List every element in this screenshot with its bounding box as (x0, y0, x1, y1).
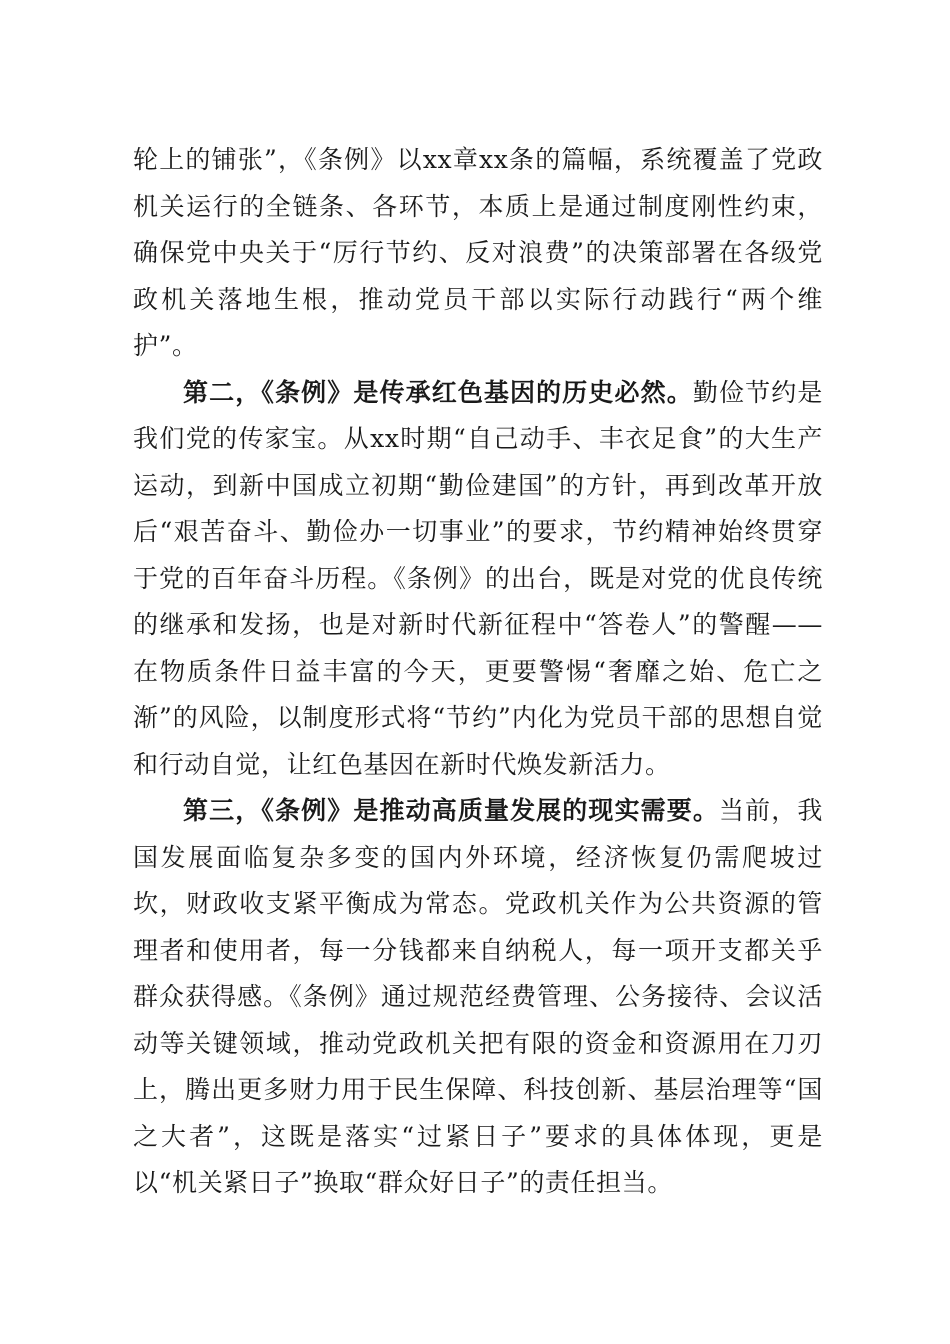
body-text (133, 137, 823, 1207)
paragraph-text: 当前，我国发展面临复杂多变的国内外环境，经济恢复仍需爬坡过坎，财政收支紧平衡成为常态。党政机关作为公共资源的管理者和使用者，每一分钱都来自纳税人，每一项开支都关乎群众获得感。《条例》通过规范经费管理、公务接待、会议活动等关键领域，推动党政机关把有限的资金和资源用在刀刃上，腾出更多财力用于民生保障、科技创新、基层治理等“国之大者”，这既是落实“过紧日子”要求的具体体现，更是以“机关紧日子”换取“群众好日子”的责任担当。 (133, 796, 823, 1197)
paragraph-continued (133, 137, 823, 370)
paragraph-text: 勤俭节约是我们党的传家宝。从xx时期“自己动手、丰衣足食”的大生产运动，到新中国成立初期“勤俭建国”的方针，再到改革开放后“艰苦奋斗、勤俭办一切事业”的要求，节约精神始终贯穿于党的百年奋斗历程。《条例》的出台，既是对党的优良传统的继承和发扬，也是对新时代新征程中“答卷人”的警醒——在物质条件日益丰富的今天，更要警惕“奢靡之始、危亡之渐”的风险，以制度形式将“节约”内化为党员干部的思想自觉和行动自觉，让红色基因在新时代焕发新活力。 (133, 377, 823, 779)
paragraph-lead: 第三，《条例》是推动高质量发展的现实需要。 (183, 796, 720, 825)
paragraph-text: 轮上的铺张”，《条例》以xx章xx条的篇幅，系统覆盖了党政机关运行的全链条、各环节，本质上是通过制度刚性约束，确保党中央关于“厉行节约、反对浪费”的决策部署在各级党政机关落地生根，推动党员干部以实际行动践行“两个维护”。 (133, 145, 823, 360)
paragraph-second (133, 370, 823, 789)
paragraph-lead: 第二，《条例》是传承红色基因的历史必然。 (183, 377, 693, 407)
paragraph-third (133, 788, 823, 1207)
